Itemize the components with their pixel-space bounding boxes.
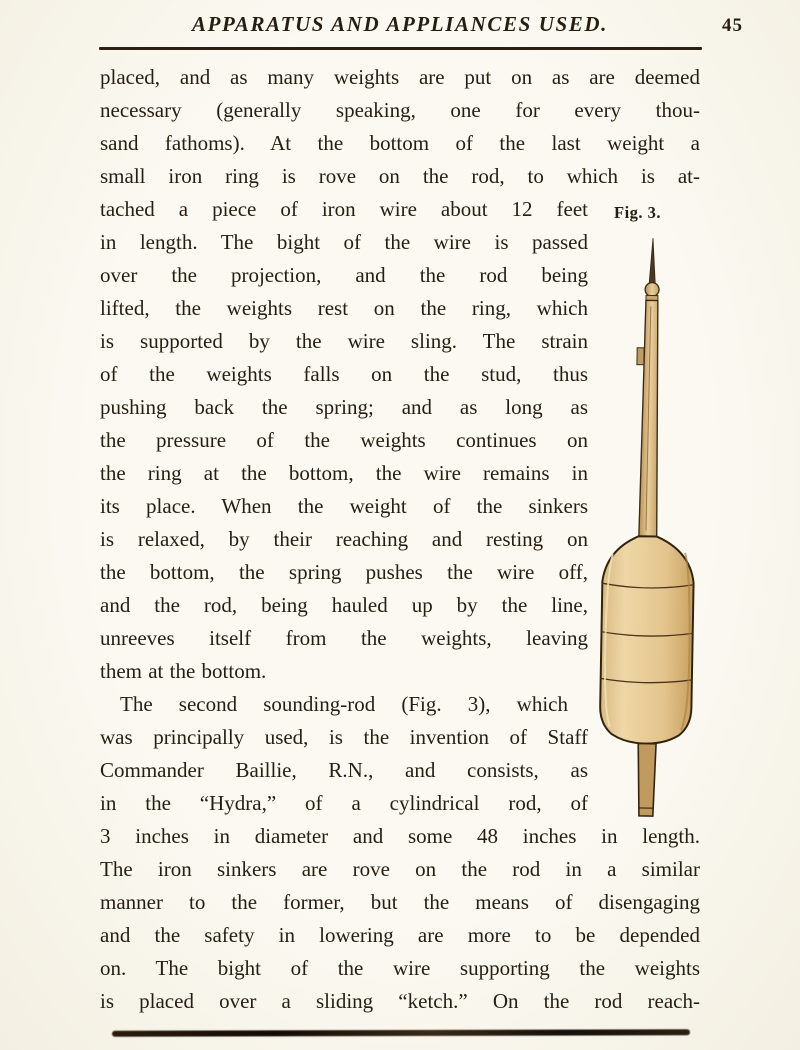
text-line: in the “Hydra,” of a cylindrical rod, of [100,791,588,815]
text-line: necessary (generally speaking, one for every thou- [100,98,700,122]
text-line: manner to the former, but the means of disengaging [100,890,700,914]
text-line: is placed over a sliding “ketch.” On the rod reach- [100,989,700,1013]
text-line: tached a piece of iron wire about 12 feet [100,197,588,221]
text-line: and the rod, being hauled up by the line, [100,593,588,617]
body-text [100,61,700,1018]
text-line: its place. When the weight of the sinkers [100,494,588,518]
text-line: the ring at the bottom, the wire remains in [100,461,588,485]
text-line: small iron ring is rove on the rod, to which is at- [100,164,700,188]
text-line: in length. The bight of the wire is passed [100,230,588,254]
text-line: The second sounding-rod (Fig. 3), which [120,692,568,716]
header-rule [99,47,702,50]
text-line: unreeves itself from the weights, leaving [100,626,588,650]
text-line: pushing back the spring; and as long as [100,395,588,419]
text-line: Commander Baillie, R.N., and consists, as [100,758,588,782]
text-line: is supported by the wire sling. The strain [100,329,588,353]
text-line: the pressure of the weights continues on [100,428,588,452]
running-head [100,12,700,37]
text-line: 3 inches in diameter and some 48 inches in length. [100,824,700,848]
text-line: is relaxed, by their reaching and resting on [100,527,588,551]
scan-smudge [112,1029,690,1037]
text-line: placed, and as many weights are put on as are deemed [100,65,700,89]
text-line: The iron sinkers are rove on the rod in a similar [100,857,700,881]
text-line: over the projection, and the rod being [100,263,588,287]
page-title: APPARATUS AND APPLIANCES USED. [192,12,608,36]
text-line: and the safety in lowering are more to be depended [100,923,700,947]
page-number: 45 [722,15,743,36]
text-line: of the weights falls on the stud, thus [100,362,588,386]
text-line: the bottom, the spring pushes the wire off, [100,560,588,584]
text-line: sand fathoms). At the bottom of the last weight a [100,131,700,155]
text-line: them at the bottom. [100,659,267,683]
text-line: was principally used, is the invention of Staff [100,725,588,749]
text-line: lifted, the weights rest on the ring, which [100,296,588,320]
text-line: on. The bight of the wire supporting the weights [100,956,700,980]
figure-label: Fig. 3. [614,203,662,222]
